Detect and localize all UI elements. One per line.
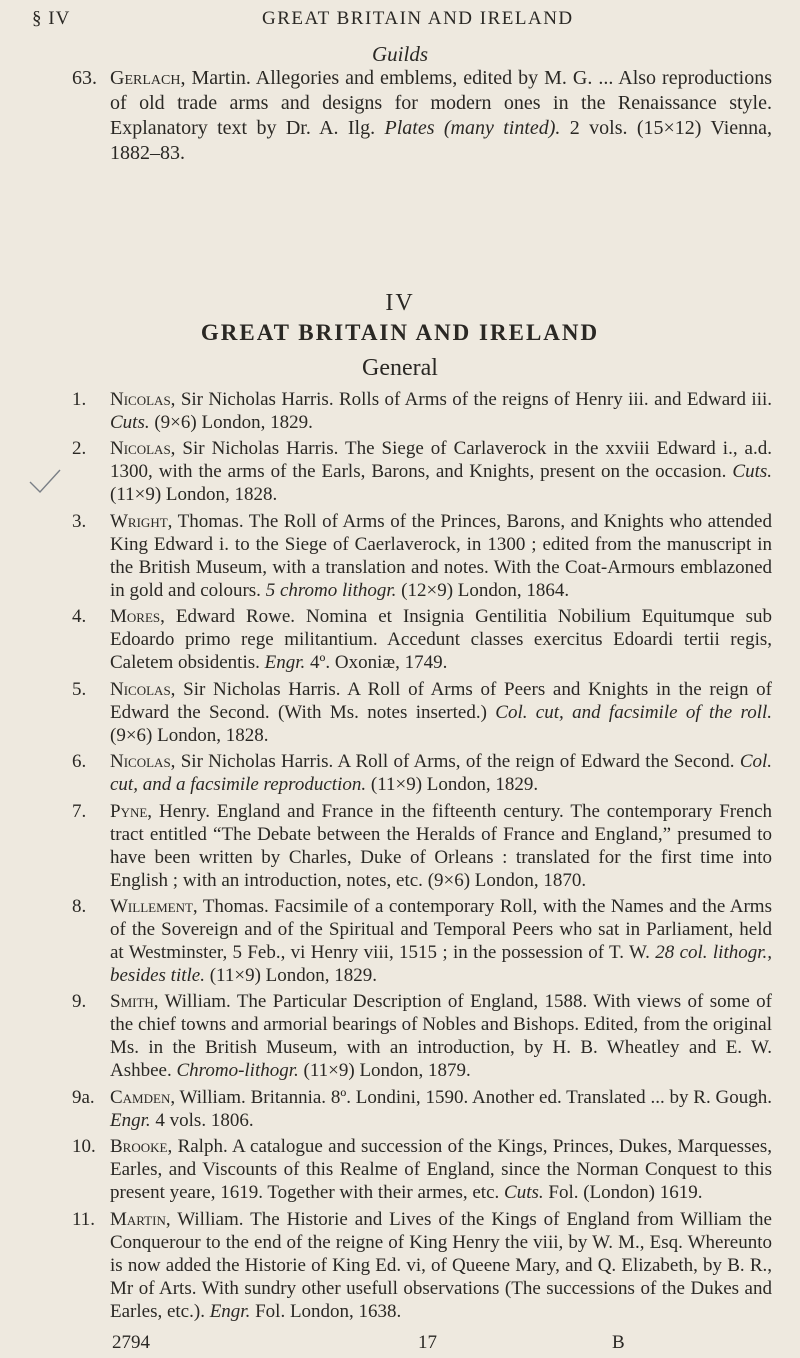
entry-author: Wright, bbox=[110, 510, 173, 532]
page-number: 17 bbox=[418, 1332, 437, 1353]
entry-number: 4. bbox=[72, 606, 87, 628]
entry-illustrations: Cuts. bbox=[110, 412, 150, 433]
subsection-heading-general: General bbox=[362, 355, 438, 381]
entry-author: Smith, bbox=[110, 991, 159, 1013]
part-title: GREAT BRITAIN AND IRELAND bbox=[200, 320, 600, 345]
entry-text: William. The Historie and Lives of the Kings of England from William the Conquerour to the end of the reigne of King Henry the viii, by W. M., Esq. Whereunto is now added the Historie of King Ed. vi, of Queene Mary, and Q. Elizabeth, by B. R., Mr of Arts. With sundry other usefull observations (The successions of the Dukes and Earles, etc.). bbox=[110, 1208, 772, 1322]
entry-author: Gerlach, bbox=[110, 67, 186, 89]
entry bbox=[72, 895, 772, 987]
entry-author: Mores, bbox=[110, 606, 165, 628]
entry-author: Brooke, bbox=[110, 1136, 173, 1158]
entry-text: Thomas. Facsimile of a contemporary Roll, with the Names and the Arms of the Sovereign and of the Spiritual and Temporal Peers who sat in Parliament, held at Westminster, 5 Feb., vi Henry viii, 1515 ; in the possession of T. W. bbox=[110, 895, 772, 963]
page-footer bbox=[0, 1332, 800, 1358]
entry-imprint: 4º. Oxoniæ, 1749. bbox=[310, 652, 448, 674]
entry-imprint: (11×9) London, 1829. bbox=[209, 964, 378, 986]
entry-number: 5. bbox=[72, 678, 87, 700]
gathering-letter: B bbox=[612, 1332, 625, 1353]
part-number: IV bbox=[385, 290, 415, 316]
entry-imprint: 2 vols. (15×12) Vienna, 1882–83. bbox=[110, 117, 773, 164]
pencil-check-mark bbox=[28, 468, 62, 496]
entry-number: 2. bbox=[72, 438, 87, 460]
entry-illustrations: Engr. bbox=[110, 1109, 151, 1131]
entry bbox=[72, 678, 772, 747]
entry-imprint: (12×9) London, 1864. bbox=[401, 579, 570, 601]
entry-illustrations: Cuts. bbox=[732, 461, 772, 483]
entry-number: 63. bbox=[72, 67, 97, 89]
entry-number: 6. bbox=[72, 751, 87, 773]
entry-illustrations: Engr. bbox=[209, 1300, 251, 1322]
entry-63 bbox=[72, 66, 772, 166]
entry-text: Martin. Allegories and emblems, edited by M. G. ... Also reproductions of old trade arms and designs for modern ones in the Renaissance style. Explanatory text by Dr. A. Ilg. bbox=[110, 67, 773, 139]
entry-imprint: 4 vols. 1806. bbox=[155, 1109, 254, 1131]
signature-number: 2794 bbox=[112, 1332, 150, 1353]
entry-author: Martin, bbox=[110, 1208, 171, 1230]
entry-imprint: (9×6) London, 1829. bbox=[154, 412, 313, 433]
entry-number: 9a. bbox=[72, 1086, 95, 1108]
entry bbox=[72, 510, 772, 602]
entry-text: Henry. England and France in the fifteenth century. The contemporary French tract entitled “The Debate between the Heralds of France and England,” presumed to have been written by Charles, Duke of Orleans : translated for the first time into English ; with an introduction, notes, etc. bbox=[110, 800, 773, 891]
entry bbox=[72, 1208, 772, 1323]
entry-illustrations: Plates (many tinted). bbox=[384, 117, 561, 139]
subsection-heading-guilds: Guilds bbox=[371, 42, 428, 66]
entry-text: Sir Nicholas Harris. The Siege of Carlaverock in the xxviii Edward i., a.d. 1300, with the arms of the Earls, Barons, and Knights, present on the occasion. bbox=[110, 438, 772, 483]
entry-author: Pyne, bbox=[110, 800, 153, 822]
entry-number: 3. bbox=[72, 510, 87, 532]
entry-illustrations: Col. cut, and a facsimile reproduction. bbox=[110, 751, 773, 796]
entry-imprint: (11×9) London, 1879. bbox=[303, 1060, 471, 1082]
entry-number: 8. bbox=[72, 895, 87, 917]
entry-illustrations: 5 chromo lithogr. bbox=[265, 579, 397, 601]
entry-text: William. Britannia. 8º. Londini, 1590. Another ed. Translated ... by R. Gough. bbox=[179, 1086, 772, 1108]
entry-imprint: (11×9) London, 1829. bbox=[370, 774, 539, 796]
entry-number: 9. bbox=[72, 991, 87, 1013]
entry bbox=[72, 437, 772, 506]
entry bbox=[72, 388, 772, 434]
entry-imprint: (9×6) London, 1870. bbox=[427, 869, 587, 891]
entry-imprint: Fol. (London) 1619. bbox=[548, 1182, 703, 1204]
entry bbox=[72, 750, 772, 796]
entry-illustrations: Chromo-lithogr. bbox=[176, 1060, 299, 1082]
entry-text: Sir Nicholas Harris. Rolls of Arms of the reigns of Henry iii. and Edward iii. bbox=[180, 389, 772, 410]
entry-text: William. The Particular Description of England, 1588. With views of some of the chief towns and armorial bearings of Nobles and Bishops. Edited, from the original Ms. in the British Museum, with an introduction, by H. B. Wheatley and E. W. Ashbee. bbox=[110, 991, 772, 1082]
running-title: GREAT BRITAIN AND IRELAND bbox=[262, 8, 574, 29]
entry-number: 11. bbox=[72, 1208, 96, 1230]
entry-illustrations: 28 col. lithogr., besides title. bbox=[110, 941, 773, 986]
entry-text: Ralph. A catalogue and succession of the Kings, Princes, Dukes, Marquesses, Earles, and Viscounts of this Realme of England, since the Norman Conquest to this present yeare, 1619. Together with their armes, etc. bbox=[110, 1136, 772, 1204]
entry-illustrations: Col. cut, and facsimile of the roll. bbox=[495, 701, 773, 723]
entry bbox=[72, 800, 772, 892]
entry-number: 1. bbox=[72, 389, 87, 410]
entry-text: Sir Nicholas Harris. A Roll of Arms, of the reign of Edward the Second. bbox=[180, 751, 735, 773]
entry-author: Nicolas, bbox=[110, 678, 176, 700]
section-mark: § IV bbox=[32, 8, 71, 29]
entry-imprint: (11×9) London, 1828. bbox=[110, 484, 278, 506]
entry-number: 10. bbox=[72, 1136, 96, 1158]
entry-author: Willement, bbox=[110, 895, 198, 917]
entry-imprint: (9×6) London, 1828. bbox=[110, 724, 269, 746]
entry-illustrations: Engr. bbox=[264, 652, 306, 674]
entry bbox=[72, 990, 772, 1082]
entry-text: Thomas. The Roll of Arms of the Princes, Barons, and Knights who attended King Edward i. to the Siege of Caerlaverock, in 1300 ; edited from the manuscript in the British Museum, with a translation and notes. With the Coat-Armours emblazoned in gold and colours. bbox=[110, 510, 772, 601]
entry-illustrations: Cuts. bbox=[504, 1182, 544, 1204]
entry-text: Sir Nicholas Harris. A Roll of Arms of Peers and Knights in the reign of Edward the Second. (With Ms. notes inserted.) bbox=[110, 678, 773, 723]
entry-author: Camden, bbox=[110, 1086, 176, 1108]
entry-text: Edward Rowe. Nomina et Insignia Gentilitia Nobilium Equitumque sub Edoardo primo rege militantium. Accedunt classes exercitus Edoardi tertii regis, Caletem obsidentis. bbox=[110, 606, 772, 674]
running-header bbox=[32, 8, 780, 36]
entry bbox=[72, 1135, 772, 1204]
entry-author: Nicolas, bbox=[110, 751, 176, 773]
entry bbox=[72, 605, 772, 674]
entry-author: Nicolas, bbox=[110, 389, 176, 410]
entry-imprint: Fol. London, 1638. bbox=[255, 1300, 402, 1322]
entry bbox=[72, 1086, 772, 1132]
entry-number: 7. bbox=[72, 800, 87, 822]
entry-author: Nicolas, bbox=[110, 438, 176, 460]
